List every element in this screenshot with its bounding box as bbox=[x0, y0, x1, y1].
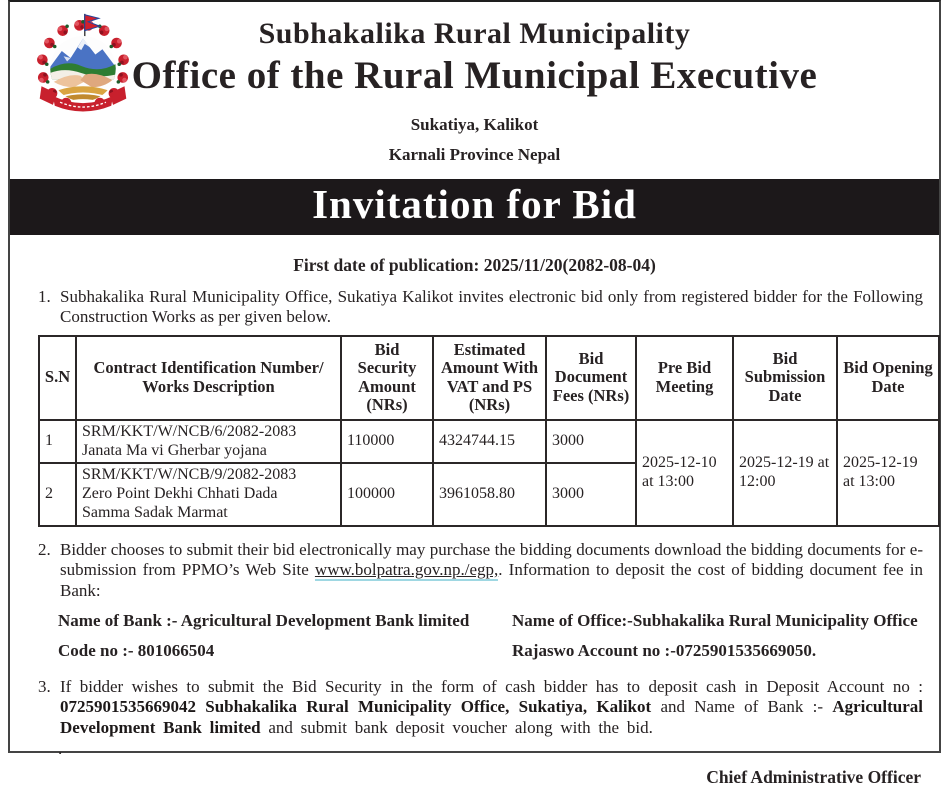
publication-date-line: First date of publication: 2025/11/20(2082-08-04) bbox=[293, 254, 656, 275]
pre-bid-meeting-cell: 2025-12-10 at 13:00 bbox=[636, 420, 733, 526]
clause-3-part3: and submit bank deposit voucher along with the bid. bbox=[260, 717, 653, 737]
table-header-row bbox=[39, 336, 939, 420]
clause-2-part2: . Information to deposit the cost of bidding document fee in Bank: bbox=[60, 560, 923, 600]
clause-2-number: 2. bbox=[38, 540, 51, 560]
sn-cell: 2 bbox=[39, 463, 76, 526]
bid-table bbox=[38, 335, 940, 527]
header-contract: Contract Identification Number/ Works Description bbox=[76, 336, 341, 420]
clause-1-number: 1. bbox=[38, 286, 51, 306]
header-bid-security: Bid Security Amount (NRs) bbox=[341, 336, 433, 420]
bolpatra-link[interactable]: www.bolpatra.gov.np./egp, bbox=[314, 560, 499, 580]
estimated-amount-cell: 3961058.80 bbox=[433, 463, 546, 526]
clause-3 bbox=[38, 677, 923, 738]
invitation-banner bbox=[10, 179, 939, 235]
bank-details-left bbox=[58, 611, 512, 670]
header-sn: S.N bbox=[39, 336, 76, 420]
clause-3-part2: and Name of Bank :- bbox=[651, 697, 833, 717]
address-line-1: Sukatiya, Kalikot bbox=[410, 114, 539, 134]
clause-1-text: Subhakalika Rural Municipality Office, Sukatiya Kalikot invites electronic bid only from registered bidder for the Following Construction Works as per given below. bbox=[60, 286, 923, 327]
clause-1 bbox=[38, 287, 923, 328]
bank-name-line: Name of Bank :- Agricultural Development Bank limited bbox=[58, 611, 470, 631]
sn-cell: 1 bbox=[39, 420, 76, 464]
header-submission-date: Bid Submission Date bbox=[733, 336, 837, 420]
office-name-line: Name of Office:-Subhakalika Rural Municipality Office bbox=[512, 611, 918, 631]
bid-opening-cell: 2025-12-19 at 13:00 bbox=[837, 420, 939, 526]
document-fees-cell: 3000 bbox=[546, 420, 636, 464]
clause-3-number: 3. bbox=[38, 677, 51, 696]
table-row bbox=[39, 420, 939, 464]
clause-2-part1: Bidder chooses to submit their bid electronically may purchase the bidding documents download the bidding documents for e-submission from PPMO’s Web Site bbox=[60, 540, 923, 580]
header-opening-date: Bid Opening Date bbox=[837, 336, 939, 420]
banner-title: Invitation for Bid bbox=[312, 180, 637, 227]
works-description-cell: SRM/KKT/W/NCB/6/2082-2083 Janata Ma vi Gherbar yojana bbox=[76, 420, 341, 464]
bank-details bbox=[58, 611, 923, 670]
letterhead bbox=[10, 2, 939, 165]
bid-security-cell: 110000 bbox=[341, 420, 433, 464]
stray-period: . bbox=[58, 739, 63, 759]
bank-code-line: Code no :- 801066504 bbox=[58, 640, 215, 660]
clause-3-text bbox=[60, 677, 923, 738]
header-pre-bid: Pre Bid Meeting bbox=[636, 336, 733, 420]
header-document-fees: Bid Document Fees (NRs) bbox=[546, 336, 636, 420]
address-line-2: Karnali Province Nepal bbox=[388, 144, 561, 164]
nepal-government-emblem-icon bbox=[30, 12, 136, 112]
clause-3-part1: If bidder wishes to submit the Bid Security in the form of cash bidder has to deposit cash in Deposit Account no : bbox=[60, 677, 923, 696]
bid-submission-cell: 2025-12-19 at 12:00 bbox=[733, 420, 837, 526]
bank-name-bold: Agricultural Development Bank limited bbox=[60, 697, 923, 737]
header-estimated-amount: Estimated Amount With VAT and PS (NRs) bbox=[433, 336, 546, 420]
clause-2-text bbox=[60, 540, 923, 601]
rajaswo-account-line: Rajaswo Account no :-0725901535669050. bbox=[512, 640, 817, 660]
signature-title: Chief Administrative Officer bbox=[706, 767, 921, 788]
deposit-account-bold: 0725901535669042 Subhakalika Rural Municipality Office, Sukatiya, Kalikot bbox=[60, 697, 652, 717]
works-description-cell: SRM/KKT/W/NCB/9/2082-2083 Zero Point Dekhi Chhati Dada Samma Sadak Marmat bbox=[76, 463, 341, 526]
municipality-title: Subhakalika Rural Municipality bbox=[258, 17, 691, 50]
office-title: Office of the Rural Municipal Executive bbox=[131, 54, 818, 97]
document-fees-cell: 3000 bbox=[546, 463, 636, 526]
clause-2 bbox=[38, 540, 923, 601]
estimated-amount-cell: 4324744.15 bbox=[433, 420, 546, 464]
document-page bbox=[8, 0, 941, 788]
bank-details-right bbox=[512, 611, 923, 670]
bid-security-cell: 100000 bbox=[341, 463, 433, 526]
